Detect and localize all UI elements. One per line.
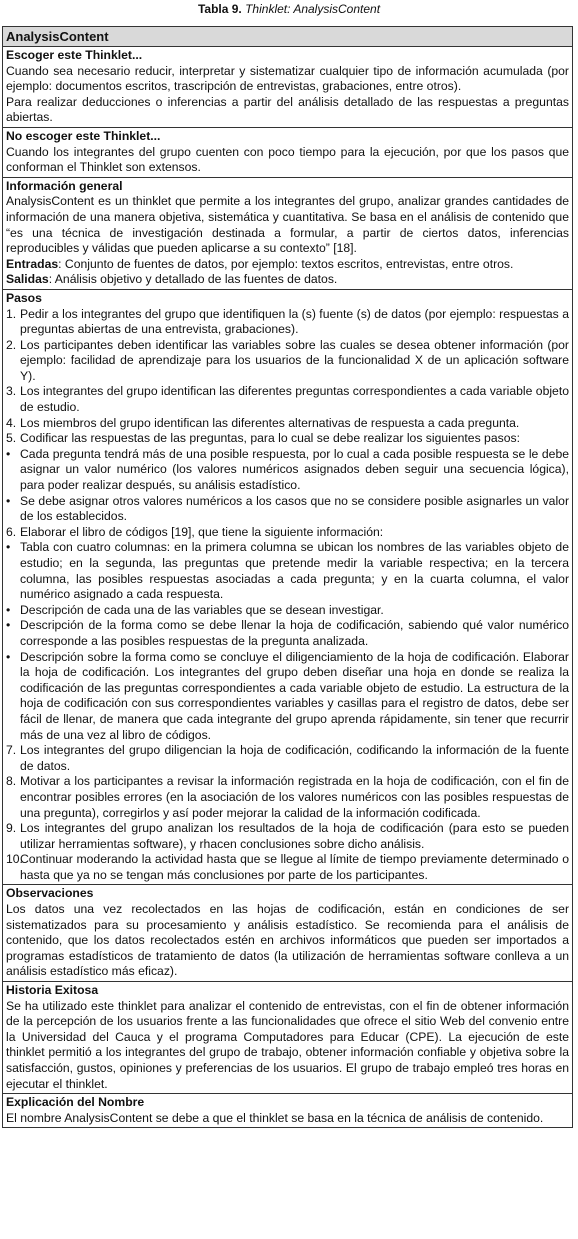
- step-number: 8.: [6, 774, 17, 789]
- step-number: 7.: [6, 743, 17, 758]
- pasos-title: Pasos: [6, 290, 42, 305]
- salidas-text: : Análisis objetivo y detallado de las fuentes de datos.: [48, 272, 338, 287]
- step-4: [6, 416, 569, 432]
- section-no-escoger: [3, 128, 572, 178]
- section-escoger: [3, 47, 572, 128]
- info-title: Información general: [6, 178, 123, 193]
- step-number: 9.: [6, 821, 17, 836]
- step-text: Los integrantes del grupo analizan los resultados de la hoja de codificación (para esto se pueden utilizar herramientas software), y rhacen conclusiones sobre dicho análisis.: [20, 821, 569, 851]
- step-text: Los integrantes del grupo diligencian la hoja de codificación, codificando la información de la fuente de datos.: [20, 743, 569, 773]
- bullet-text: Tabla con cuatro columnas: en la primera columna se ubican los nombres de las variables objeto de estudio; en la segunda, las preguntas que pretende medir la variable respectiva; en la tercera columna, las posibles respuestas asociadas a cada pregunta; y en la cuarta columna, el valor numérico asignado a cada respuesta.: [20, 540, 569, 602]
- info-p1: AnalysisContent es un thinklet que permite a los integrantes del grupo, analizar grandes cantidades de información de una manera objetiva, sistemática y cuantitativa. Se basa en el análisis de contenido que “es una técnica de investigación destinada a formular, a partir de ciertos datos, inferencias reproducibles y válidas que pueden aplicarse a su contexto” [18].: [6, 194, 569, 256]
- entradas-text: : Conjunto de fuentes de datos, por ejemplo: textos escritos, entrevistas, entre otros.: [58, 256, 514, 271]
- thinklet-table: [2, 26, 573, 1128]
- bullet-text: Descripción sobre la forma como se concluye el diligenciamiento de la hoja de codificación. Elaborar la hoja de codificación. Los integrantes del grupo deben diseñar una hoja en donde se realiza la codificación de las preguntas correspondientes a cada variable objeto de estudio. La estructura de la hoja de codificación con sus correspondientes variables y casillas para el registro de datos, debe ser fácil de llenar, de manera que cada integrante del grupo aprenda rápidamente, sin tener que recurrir más de una vez al libro de códigos.: [20, 649, 569, 742]
- bullet-text: Cada pregunta tendrá más de una posible respuesta, por lo cual a cada posible respuesta se le debe asignar un valor numérico (los valores numéricos asignados deben seguir una secuencia lógica), para poder realizar después, su análisis estadístico.: [20, 446, 569, 493]
- step-5: [6, 431, 569, 447]
- step-number: 5.: [6, 431, 17, 446]
- step-text: Motivar a los participantes a revisar la información registrada en la hoja de codificación, con el fin de encontrar posibles errores (en la asociación de los valores numéricos con las posibles respuestas de una pregunta), corregirlos y así poder mejorar la calidad de la información codificada.: [20, 774, 569, 820]
- step-2: [6, 338, 569, 385]
- escoger-p1: Cuando sea necesario reducir, interpretar y sistematizar cualquier tipo de información acumulada (por ejemplo: documentos escritos, trascripción de entrevistas, grabaciones, entre otros).: [6, 63, 569, 94]
- step-5-bullet-1: [6, 447, 569, 494]
- step-6-bullet-1: [6, 540, 569, 602]
- step-text: Continuar moderando la actividad hasta que se llegue al límite de tiempo previamente determinado o hasta que ya no se tengan más conclusiones por parte de los participantes.: [20, 852, 569, 882]
- step-9: [6, 821, 569, 852]
- bullet: •: [6, 618, 11, 633]
- bullet-text: Se debe asignar otros valores numéricos a los casos que no se considere posible asignarles un valor de los establecidos.: [20, 493, 569, 524]
- info-entradas: [6, 257, 569, 273]
- table-header: AnalysisContent: [3, 27, 572, 47]
- table-caption: [0, 0, 578, 24]
- step-3: [6, 384, 569, 415]
- step-5-bullet-2: [6, 494, 569, 525]
- step-number: 4.: [6, 415, 17, 430]
- no-escoger-title: No escoger este Thinklet...: [6, 128, 161, 143]
- no-escoger-p1: Cuando los integrantes del grupo cuenten con poco tiempo para la ejecución, por que los pasos que conforman el Thinklet son extensos.: [6, 144, 569, 175]
- historia-title: Historia Exitosa: [6, 983, 99, 998]
- step-6: [6, 525, 569, 541]
- bullet-text: Descripción de la forma como se debe llenar la hoja de codificación, sabiendo qué valor numérico corresponde a las posibles respuestas de la pregunta analizada.: [20, 618, 569, 648]
- entradas-label: Entradas: [6, 256, 59, 271]
- historia-p1: Se ha utilizado este thinklet para analizar el contenido de entrevistas, con el fin de obtener información de la percepción de los usuarios frente a las funcionalidades que ofrece el sitio Web del convenio entre la Universidad del Cauca y el programa Computadores para Educar (CPE). La ejecución de este thinklet permitió a los integrantes del grupo de trabajo, obtener información confiable y objetiva sobre la satisfacción, gustos, opiniones y preferencias de los usuarios. El grupo de trabajo empleó tres horas en ejecutar el thinklet.: [6, 998, 569, 1091]
- salidas-label: Salidas: [6, 272, 49, 287]
- bullet: •: [6, 649, 11, 664]
- observaciones-title: Observaciones: [6, 886, 94, 901]
- section-info: [3, 178, 572, 290]
- step-text: Codificar las respuestas de las preguntas, para lo cual se debe realizar los siguientes pasos:: [20, 431, 520, 446]
- step-number: 1.: [6, 306, 17, 321]
- step-6-bullet-2: [6, 603, 569, 619]
- bullet-text: Descripción de cada una de las variables que se desean investigar.: [20, 602, 384, 617]
- bullet: •: [6, 446, 11, 461]
- step-8: [6, 774, 569, 821]
- step-7: [6, 743, 569, 774]
- step-text: Los participantes deben identificar las variables sobre las cuales se desea obtener información (por ejemplo: facilidad de aprendizaje para los usuarios de la funcionalidad X de un aplicación software Y).: [20, 337, 569, 383]
- step-number: 10.: [6, 852, 23, 867]
- section-observaciones: [3, 885, 572, 982]
- step-text: Los integrantes del grupo identifican las diferentes preguntas correspondientes a cada variable objeto de estudio.: [20, 384, 569, 415]
- nombre-p1: El nombre AnalysisContent se debe a que el thinklet se basa en la técnica de análisis de contenido.: [6, 1110, 544, 1125]
- section-nombre: [3, 1094, 572, 1127]
- step-number: 2.: [6, 337, 17, 352]
- step-number: 3.: [6, 384, 17, 399]
- step-text: Pedir a los integrantes del grupo que identifiquen la (s) fuente (s) de datos (por ejemplo: respuestas a preguntas abiertas de una entrevista, grabaciones).: [20, 306, 569, 337]
- step-10: [6, 852, 569, 883]
- observaciones-p1: Los datos una vez recolectados en las hojas de codificación, están en condiciones de ser sistematizados para su procesamiento y análisis estadístico. Se recomienda para el análisis de contenido, que los datos recolectados estén en archivos informáticos que pueden ser importados a programas estadísticos de tratamiento de datos (la utilización de herramientas software conlleva a un análisis estadístico más eficaz).: [6, 902, 569, 979]
- section-pasos: [3, 290, 572, 886]
- step-text: Los miembros del grupo identifican las diferentes alternativas de respuesta a cada pregunta.: [20, 415, 520, 430]
- step-text: Elaborar el libro de códigos [19], que tiene la siguiente información:: [20, 524, 384, 539]
- section-historia: [3, 982, 572, 1094]
- bullet: •: [6, 540, 11, 555]
- info-salidas: [6, 272, 569, 288]
- step-6-bullet-3: [6, 618, 569, 649]
- caption-title: Thinklet: AnalysisContent: [245, 2, 381, 16]
- step-6-bullet-4: [6, 650, 569, 744]
- step-number: 6.: [6, 524, 17, 539]
- escoger-p2: Para realizar deducciones o inferencias a partir del análisis detallado de las respuestas a preguntas abiertas.: [6, 94, 569, 125]
- escoger-title: Escoger este Thinklet...: [6, 48, 143, 62]
- step-1: [6, 307, 569, 338]
- bullet: •: [6, 602, 11, 617]
- caption-prefix: Tabla 9.: [197, 2, 246, 16]
- nombre-title: Explicación del Nombre: [6, 1095, 145, 1110]
- bullet: •: [6, 493, 11, 508]
